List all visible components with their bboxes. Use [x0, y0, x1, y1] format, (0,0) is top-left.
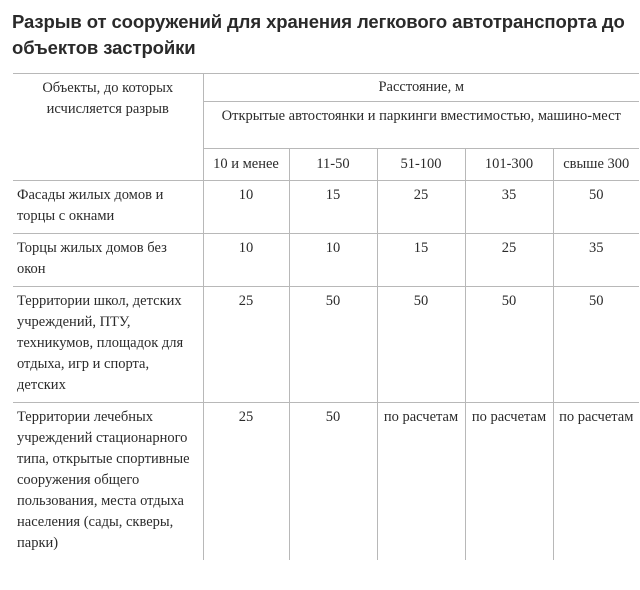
table-cell: 15: [377, 234, 465, 287]
table-row: [13, 403, 639, 561]
distance-table: [13, 73, 639, 560]
header-row-1: [13, 74, 639, 102]
capacity-header-cell: 101-300: [465, 149, 553, 181]
row-label: Территории лечебных учреждений стационарного типа, открытые спортивные сооружения общего пользования, места отдыха населения (сады, скверы, парки): [13, 403, 203, 561]
row-label: Фасады жилых домов и торцы с окнами: [13, 181, 203, 234]
table-cell: 15: [289, 181, 377, 234]
table-row: [13, 181, 639, 234]
table-cell: 25: [377, 181, 465, 234]
table-cell: 10: [289, 234, 377, 287]
row-label: Торцы жилых домов без окон: [13, 234, 203, 287]
table-cell: 50: [289, 287, 377, 403]
table-cell: 50: [553, 287, 639, 403]
table-cell: 25: [203, 287, 289, 403]
table-cell: по расчетам: [377, 403, 465, 561]
table-cell: 25: [203, 403, 289, 561]
table-cell: 35: [465, 181, 553, 234]
table-cell: 35: [553, 234, 639, 287]
table-cell: 10: [203, 234, 289, 287]
page-title: Разрыв от сооружений для хранения легкового автотранспорта до объектов застройки: [12, 11, 625, 58]
table-cell: 50: [553, 181, 639, 234]
table-row: [13, 287, 639, 403]
objects-column-header: Объекты, до которых исчисляется разрыв: [13, 74, 203, 181]
table-cell: 10: [203, 181, 289, 234]
distance-header: Расстояние, м: [203, 74, 639, 102]
table-cell: 25: [465, 234, 553, 287]
table-row: [13, 234, 639, 287]
table-cell: по расчетам: [465, 403, 553, 561]
capacity-header-cell: 51-100: [377, 149, 465, 181]
table-cell: 50: [289, 403, 377, 561]
capacity-header-cell: 10 и менее: [203, 149, 289, 181]
table-cell: по расчетам: [553, 403, 639, 561]
table-cell: 50: [465, 287, 553, 403]
parking-capacity-header: Открытые автостоянки и паркинги вместимостью, машино-мест: [203, 102, 639, 149]
row-label: Территории школ, детских учреждений, ПТУ, техникумов, площадок для отдыха, игр и спорта, детских: [13, 287, 203, 403]
capacity-header-cell: свыше 300: [553, 149, 639, 181]
table-cell: 50: [377, 287, 465, 403]
capacity-header-cell: 11-50: [289, 149, 377, 181]
